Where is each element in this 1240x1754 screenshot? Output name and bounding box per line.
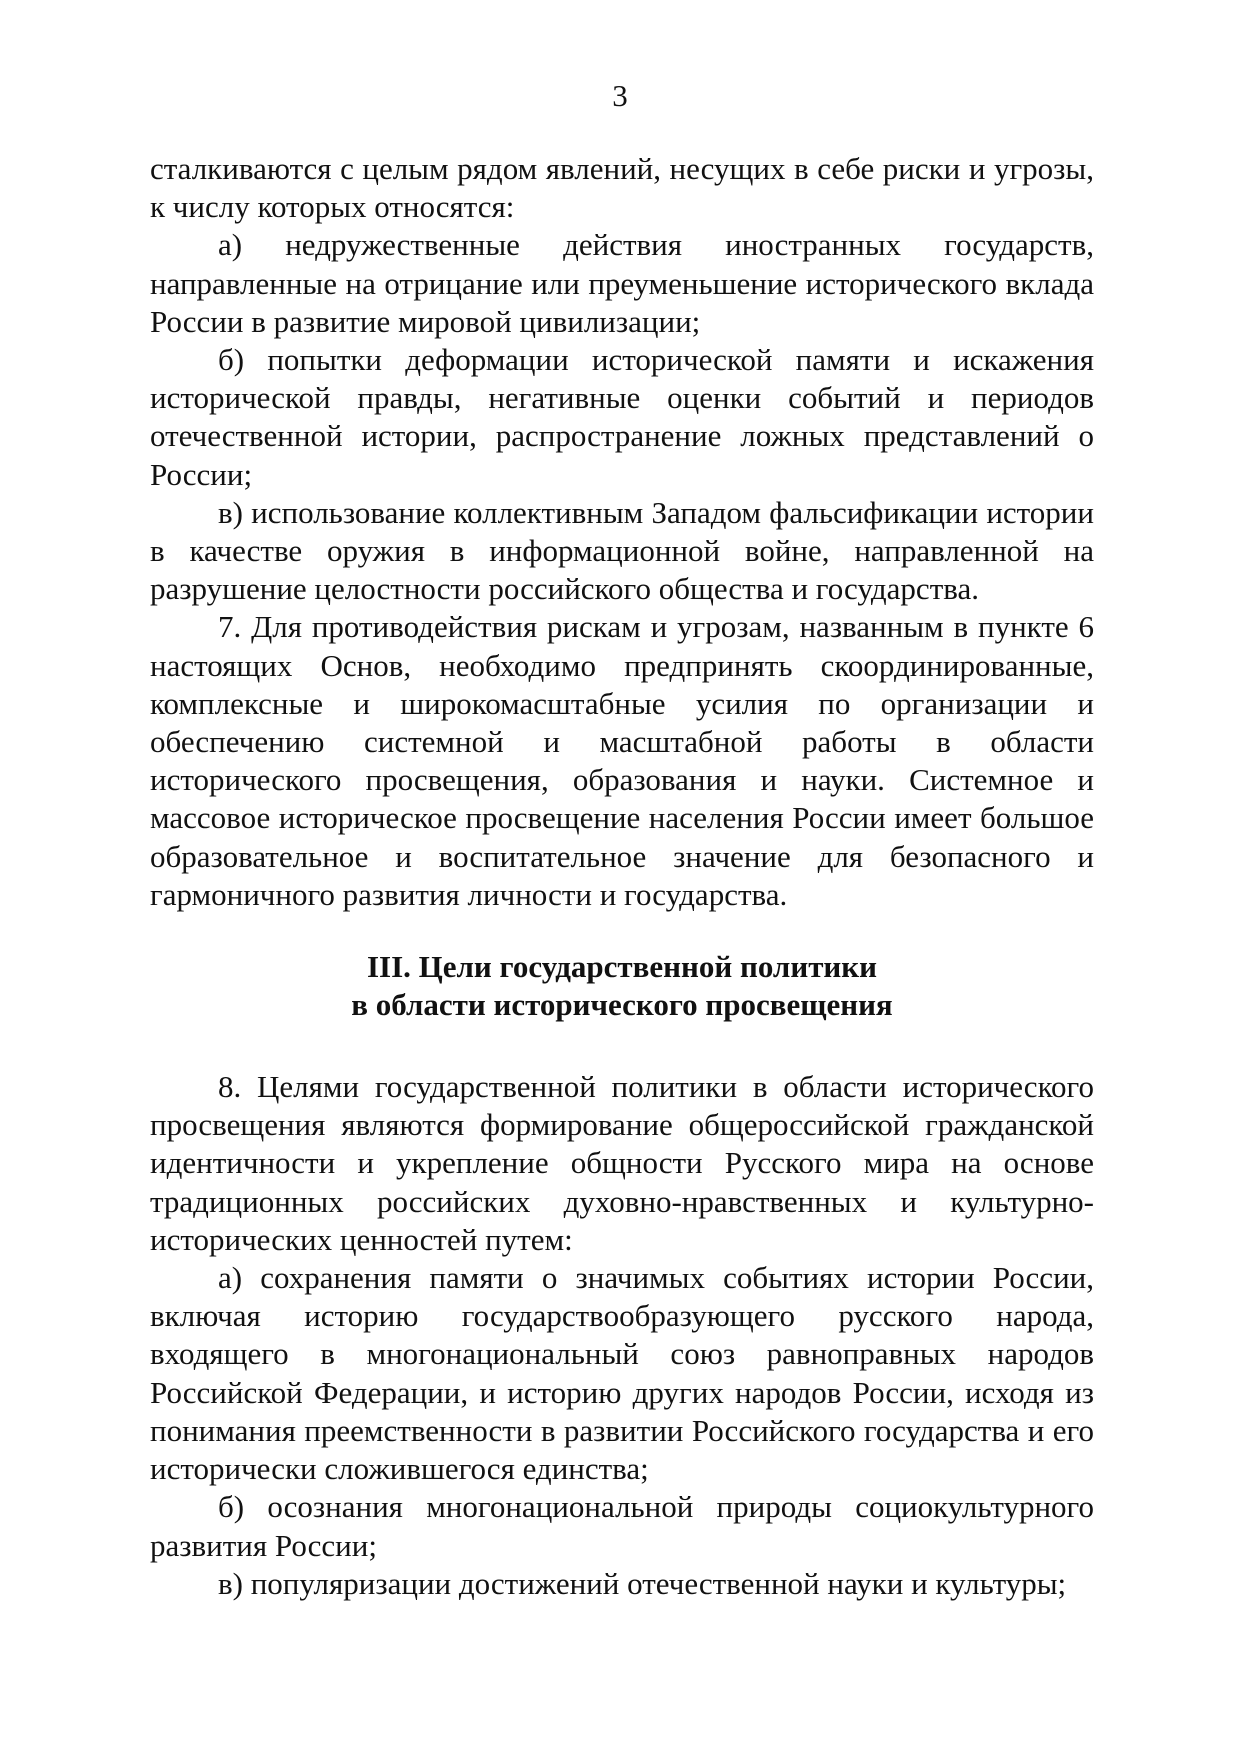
goal-item-b: б) осознания многонациональной природы социокультурного развития России; [150,1489,1094,1563]
paragraph-7: 7. Для противодействия рискам и угрозам, названным в пункте 6 настоящих Основ, необходимо предпринять скоординированные, комплексные и широкомасштабные усилия по организации и обеспечению системной и масштабной работы в области исторического просвещения, образования и науки. Системное и массовое историческое просвещение населения России имеет большое образовательное и воспитательное значение для безопасного и гармоничного развития личности и государства. [150,609,1094,912]
section-heading-line-2: в области исторического просвещения [351,987,893,1023]
page-number: 3 [612,78,628,113]
goal-item-a: а) сохранения памяти о значимых событиях истории России, включая историю государствообразующего русского народа, входящего в многонациональный союз равноправных народов Российской Федерации, и историю других народов России, исходя из понимания преемственности в развитии Российского государства и его исторически сложившегося единства; [150,1260,1094,1487]
document-body [150,150,1094,1603]
section-heading [150,948,1094,1024]
list-item-b: б) попытки деформации исторической памяти и искажения исторической правды, негативные оценки событий и периодов отечественной истории, распространение ложных представлений о России; [150,342,1094,492]
section-heading-line-1: III. Цели государственной политики [366,949,878,985]
list-item-v: в) использование коллективным Западом фальсификации истории в качестве оружия в информационной войне, направленной на разрушение целостности российского общества и государства. [150,494,1094,607]
list-item-a: а) недружественные действия иностранных государств, направленные на отрицание или преуменьшение исторического вклада России в развитие мировой цивилизации; [150,227,1094,339]
goal-item-v: в) популяризации достижений отечественной науки и культуры; [218,1565,1067,1601]
paragraph-8: 8. Целями государственной политики в области исторического просвещения являются формирование общероссийской гражданской идентичности и укрепление общности Русского мира на основе традиционных российских духовно-нравственных и культурно-исторических ценностей путем: [150,1069,1094,1257]
paragraph-continuation: сталкиваются с целым рядом явлений, несущих в себе риски и угрозы, к числу которых относятся: [150,151,1094,225]
